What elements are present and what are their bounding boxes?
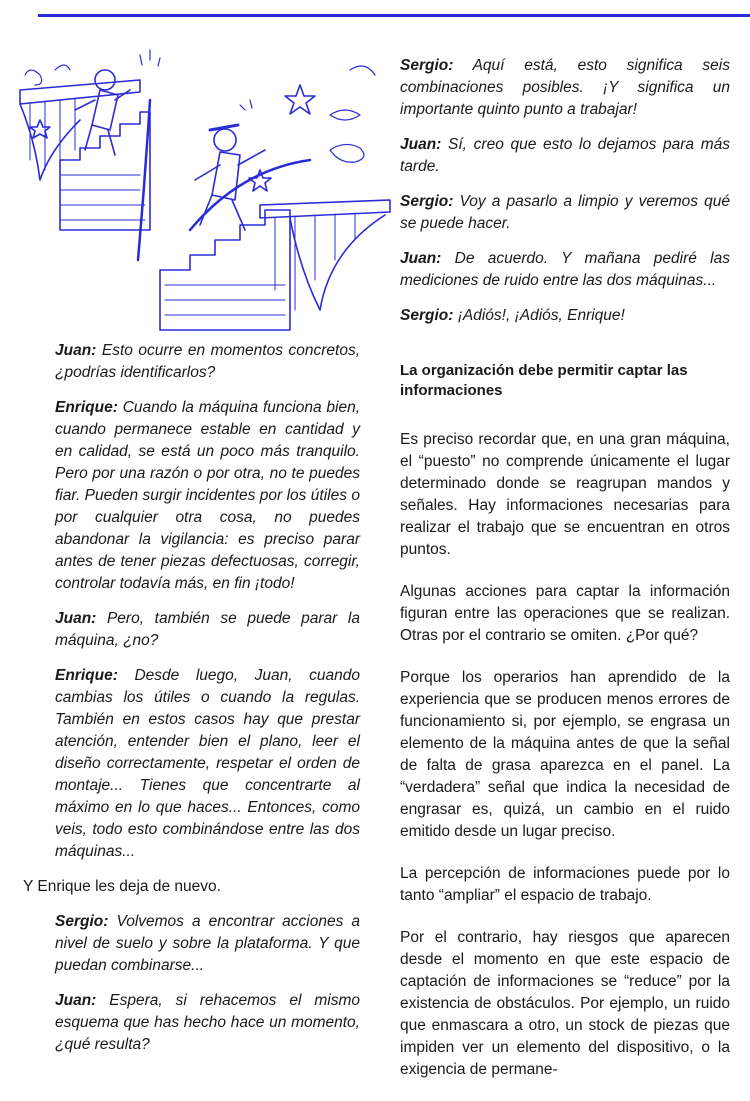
body-paragraph: Por el contrario, hay riesgos que aparecen desde el momento en que este espacio de captación de informaciones se “reduce” por la existencia de obstáculos. Por ejemplo, un ruido que enmascara a otro, un stock de piezas que impiden ver un elemento del dispositivo, o la exigencia de permane- (400, 929, 730, 1078)
dialog-text: Voy a pasarlo a limpio y veremos qué se puede hacer. (400, 193, 730, 232)
dialog-line (400, 191, 730, 235)
speaker-name: Juan: (55, 992, 97, 1009)
speaker-name: Sergio: (400, 307, 454, 324)
dialog-line (55, 665, 360, 863)
dialog-text: Cuando la máquina funciona bien, cuando permanece estable en cantidad y en calidad, se está un poco más tranquilo. Pero por una razón o por otra, no te puedes fiar. Pueden surgir incidentes por los útiles o por cualquier otra cosa, no puedes abandonar la vigilancia: es preciso parar antes de tener piezas defectuosas, corregir, controlar todavía más, en fin ¡todo! (55, 399, 360, 592)
dialog-line (55, 340, 360, 384)
speaker-name: Enrique: (55, 667, 118, 684)
star-icon (249, 170, 271, 191)
speaker-name: Sergio: (400, 57, 454, 74)
dialog-line (400, 305, 730, 327)
body-paragraph: Algunas acciones para captar la información figuran entre las operaciones que se realizan. Otras por el contrario se omiten. ¿Por qué? (400, 583, 730, 644)
star-icon (30, 120, 50, 138)
dialog-line (55, 397, 360, 595)
dialog-text: Pero, también se puede parar la máquina, ¿no? (55, 610, 360, 649)
body-paragraph: Es preciso recordar que, en una gran máquina, el “puesto” no comprende únicamente el lugar determinado donde se reagrupan mandos y señales. Hay informaciones necesarias para realizar el trabajo que se encuentran en otros puntos. (400, 431, 730, 558)
dialog-text: Aquí está, esto significa seis combinaciones posibles. ¡Y significa un importante quinto punto a trabajar! (400, 57, 730, 118)
right-column (400, 55, 730, 1101)
dialog-line (400, 55, 730, 121)
dialog-text: Sí, creo que esto lo dejamos para más tarde. (400, 136, 730, 175)
dialog-text: Desde luego, Juan, cuando cambias los útiles o cuando la regulas. También en estos casos hay que prestar atención, entender bien el plano, leer el diseño correctamente, respetar el orden de montaje... Tienes que concentrarte al máximo en lo que haces... Entonces, como veis, todo esto combinándose entre las dos máquinas... (55, 667, 360, 860)
narration: Y Enrique les deja de nuevo. (23, 878, 221, 895)
speaker-name: Enrique: (55, 399, 118, 416)
speaker-name: Juan: (400, 136, 442, 153)
speaker-name: Juan: (55, 610, 97, 627)
body-paragraph: Porque los operarios han aprendido de la experiencia que se producen menos errores de funcionamiento si, por ejemplo, se engrasa un elemento de la máquina antes de que la señal de falta de grasa aparezca en el panel. La “verdadera” señal que indica la necesidad de engrasar es, quizá, un cambio en el ruido emitido desde un lugar preciso. (400, 669, 730, 840)
section-heading: La organización debe permitir captar las informaciones (400, 362, 688, 399)
right-stairs (160, 210, 290, 330)
dialog-text: Espera, si rehacemos el mismo esquema que has hecho hace un momento, ¿qué resulta? (55, 992, 360, 1053)
body-paragraph: La percepción de informaciones puede por lo tanto “ampliar” el espacio de trabajo. (400, 865, 730, 904)
dialog-text: De acuerdo. Y mañana pediré las mediciones de ruido entre las dos máquinas... (400, 250, 731, 289)
left-platform (20, 80, 140, 104)
top-rule (38, 14, 750, 17)
workers-on-stairs-illustration (0, 30, 395, 335)
dialog-text: Volvemos a encontrar acciones a nivel de suelo y sobre la plataforma. Y que puedan combinarse... (55, 913, 360, 974)
dialog-line (55, 911, 360, 977)
speaker-name: Sergio: (400, 193, 454, 210)
right-platform (260, 200, 390, 218)
dialog-line (400, 248, 730, 292)
left-column (23, 340, 360, 1069)
dialog-line (55, 608, 360, 652)
dialog-text: ¡Adiós!, ¡Adiós, Enrique! (457, 307, 625, 324)
left-stairs (60, 112, 150, 230)
speaker-name: Sergio: (55, 913, 109, 930)
speaker-name: Juan: (400, 250, 442, 267)
dialog-line (400, 134, 730, 178)
star-icon (285, 85, 315, 114)
dialog-text: Esto ocurre en momentos concretos, ¿podrías identificarlos? (55, 342, 360, 381)
speaker-name: Juan: (55, 342, 97, 359)
